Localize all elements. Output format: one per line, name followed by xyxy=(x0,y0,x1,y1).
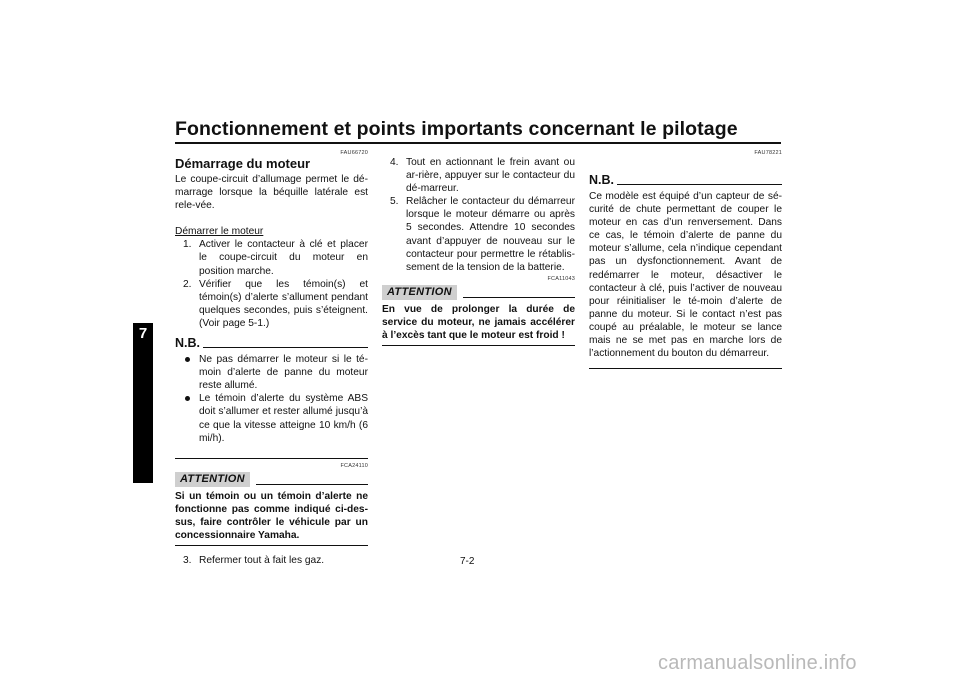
section-code: FAU78221 xyxy=(754,150,782,156)
step-text: Tout en actionnant le frein avant ou ar-rière, appuyer sur le contacteur du dé-marreur. xyxy=(406,157,575,195)
step-number: 1. xyxy=(183,239,192,251)
nb-end-rule xyxy=(175,458,368,459)
intro-paragraph: Le coupe-circuit d’allumage permet le dé-marrage lorsque la béquille latérale est rele-vée. xyxy=(175,174,368,212)
step-text: Activer le contacteur à clé et placer le coupe-circuit du moteur en position marche. xyxy=(199,239,368,277)
nb-header xyxy=(175,336,368,350)
section-code: FCA24110 xyxy=(340,462,368,469)
step-text: Vérifier que les témoin(s) et témoin(s) d’alerte s’allument pendant quelques secondes, puis s’éteignent. (Voir page 5-1.) xyxy=(199,278,368,329)
attention-end-rule xyxy=(382,345,575,346)
section-code: FAU66720 xyxy=(340,150,368,156)
page-number: 7-2 xyxy=(460,556,475,567)
attention-end-rule xyxy=(175,545,368,546)
subheading: Démarrer le moteur xyxy=(175,226,264,238)
attention-rule xyxy=(463,297,575,298)
step-number: 4. xyxy=(390,157,399,168)
step-number: 2. xyxy=(183,278,192,290)
step-text: Refermer tout à fait les gaz. xyxy=(199,555,325,567)
step-text: Relâcher le contacteur du démarreur lorsque le moteur démarre ou après 5 secondes. Attendre 10 secondes avant d’appuyer de nouveau sur le contacteur pour permettre le rétablis-sement de la tension de la batterie. xyxy=(406,196,575,273)
nb-label: N.B. xyxy=(589,173,614,187)
attention-badge: ATTENTION xyxy=(382,285,457,300)
bullet-text: Le témoin d’alerte du système ABS doit s’allumer et rester allumé jusqu’à ce que la vitesse atteigne 10 km/h (6 mi/h). xyxy=(199,393,368,444)
nb-end-rule xyxy=(589,368,782,369)
attention-text: Si un témoin ou un témoin d’alerte ne fonctionne pas comme indiqué ci-des-sus, faire contrôler le véhicule par un concessionnaire Yamaha. xyxy=(175,490,368,541)
attention-header xyxy=(175,472,368,487)
column-left xyxy=(175,150,368,567)
step-item xyxy=(175,554,368,567)
step-number: 3. xyxy=(183,555,192,567)
chapter-tab xyxy=(133,323,153,483)
column-right xyxy=(589,150,782,369)
section-heading: Démarrage du moteur xyxy=(175,156,311,171)
nb-text: Ce modèle est équipé d’un capteur de sé-curité de chute permettant de couper le moteur en cas d’un renversement. Dans ce cas, le témoin d’alerte de panne du moteur s’allume, cela n’indique cependant pas un dysfonctionnement. Avant de redémarrer le moteur, désactiver le contacteur à clé, puis l’activer de nouveau pour réinitialiser le té-moin d’alerte de panne du moteur. Si le contact n’est pas coupé au préalable, le moteur se lance mais ne se met pas en marche lors de l’actionnement du bouton du démarreur. xyxy=(589,191,782,360)
watermark: carmanualsonline.info xyxy=(658,652,857,674)
nb-header xyxy=(589,173,782,187)
bullet-text: Ne pas démarrer le moteur si le té-moin d’alerte de panne du moteur reste allumé. xyxy=(199,354,368,392)
nb-bullet xyxy=(175,353,368,392)
attention-text: En vue de prolonger la durée de service du moteur, ne jamais accélérer à l’excès tant que le moteur est froid ! xyxy=(382,303,575,342)
attention-rule xyxy=(256,484,368,485)
step-number: 5. xyxy=(390,196,399,208)
nb-bullet xyxy=(175,392,368,444)
attention-header xyxy=(382,285,575,300)
chapter-number: 7 xyxy=(138,325,148,342)
bullet-icon xyxy=(185,357,190,362)
step-item xyxy=(382,195,575,274)
step-item xyxy=(175,278,368,330)
title-rule xyxy=(175,142,781,144)
nb-label: N.B. xyxy=(175,336,200,351)
step-item xyxy=(382,156,575,195)
attention-badge: ATTENTION xyxy=(175,472,250,487)
page-title: Fonctionnement et points importants concernant le pilotage xyxy=(175,118,738,140)
nb-rule xyxy=(203,347,368,348)
step-item xyxy=(175,238,368,277)
section-code: FCA11043 xyxy=(547,275,575,282)
bullet-icon xyxy=(185,396,190,401)
nb-rule xyxy=(617,184,782,185)
column-middle xyxy=(382,150,575,346)
